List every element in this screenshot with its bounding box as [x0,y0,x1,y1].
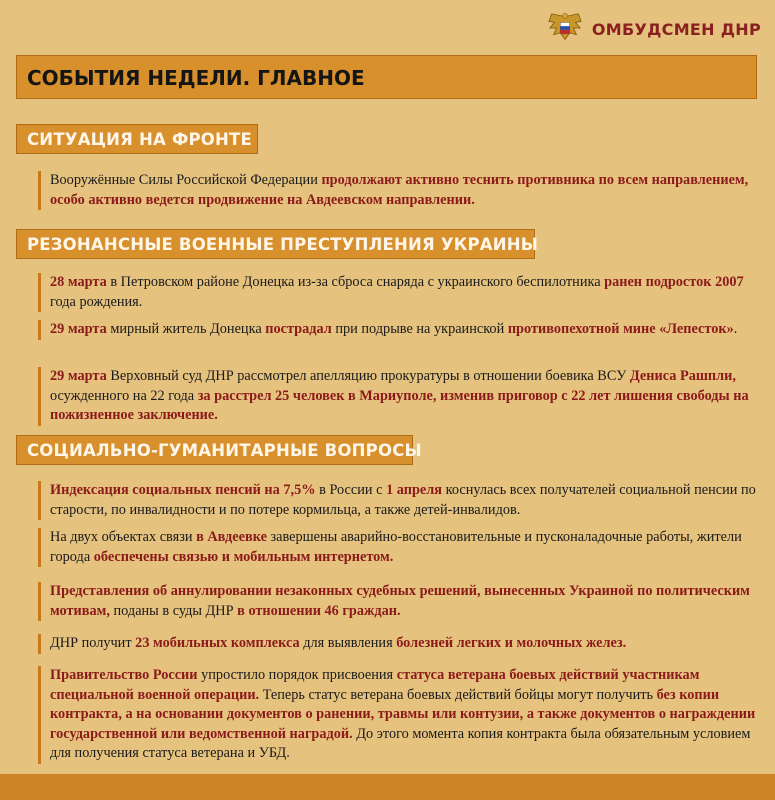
news-item-social-5 [38,666,758,764]
news-highlight: Индексация социальных пенсий на 7,5% [50,482,316,498]
news-text: мирный житель Донецка [106,321,266,337]
news-highlight: без копии контракта, а на основании документов о ранении, травмы или контузии, а также документов о награждении государственной или ведомственной наградой. [50,686,756,742]
news-highlight: 29 марта [50,321,107,337]
footer-bar [0,774,775,800]
news-text: завершены аварийно-восстановительные и пусконаладочные работы, жители города [50,529,742,565]
news-item-crime-1 [38,273,758,312]
news-text: На двух объектах связи [50,529,197,545]
news-item-social-2 [38,528,758,567]
news-item-social-1 [38,481,758,520]
news-text: в России с [315,482,387,498]
news-highlight: 28 марта [50,274,107,290]
news-highlight: Представления об аннулировании незаконных судебных решений, вынесенных Украиной по политическим мотивам, [50,583,750,619]
news-text: при подрыве на украинской [331,321,508,337]
news-item-social-4 [38,634,758,654]
news-text: упростило порядок присвоения [197,667,397,683]
section-title-front: СИТУАЦИЯ НА ФРОНТЕ [16,124,258,154]
news-highlight: статуса ветерана боевых действий участникам специальной военной операции. [50,667,700,703]
news-highlight: болезней легких и молочных желез. [396,635,627,651]
news-text: До этого момента копия контракта была обязательным условием для получения статуса ветерана и УБД. [50,725,751,762]
news-highlight: Дениса Рашпли, [629,368,736,384]
news-highlight: обеспечены связью и мобильным интернетом. [93,548,394,565]
news-text: для выявления [299,635,397,651]
news-text: ДНР получит [50,635,136,651]
news-text: года рождения. [50,293,143,310]
section-title-crimes: РЕЗОНАНСНЫЕ ВОЕННЫЕ ПРЕСТУПЛЕНИЯ УКРАИНЫ [16,229,535,259]
news-highlight: противопехотной мине «Лепесток» [507,321,734,337]
news-text: осужденного на 22 года [50,387,198,404]
news-highlight: продолжают активно теснить противника по всем направлением, особо активно ведется продвижение на Авдеевском направлении. [50,172,749,208]
page-title: СОБЫТИЯ НЕДЕЛИ. ГЛАВНОЕ [16,55,757,99]
news-highlight: в Авдеевке [196,529,267,545]
news-highlight: ранен подросток 2007 [604,274,744,290]
news-text: Верховный суд ДНР рассмотрел апелляцию прокуратуры в отношении боевика ВСУ [106,368,630,384]
news-highlight: 23 мобильных комплекса [135,635,300,651]
news-highlight: 1 апреля [386,482,443,498]
news-item-front-1 [38,171,758,210]
news-text: коснулась всех получателей социальной пенсии по старости, по инвалидности и по потере кормильца, а также детей-инвалидов. [50,482,756,518]
news-text: поданы в суды ДНР [109,602,238,619]
news-highlight: 29 марта [50,368,107,384]
news-highlight: за расстрел 25 человек в Мариуполе, изменив приговор с 22 лет лишения свободы на пожизненное заключение. [50,387,749,424]
news-highlight: пострадал [265,321,332,337]
news-item-social-3 [38,582,758,621]
news-text: Теперь статус ветерана боевых действий бойцы могут получить [259,686,657,703]
news-text: в Петровском районе Донецка из-за сброса снаряда с украинского беспилотника [106,274,605,290]
news-item-crime-3 [38,367,758,426]
news-text: Вооружённые Силы Российской Федерации [50,172,322,188]
news-text: . [733,321,738,337]
news-highlight: в отношении 46 граждан. [237,602,401,619]
eagle-emblem-icon [546,10,584,48]
header-logo [546,10,761,48]
logo-text: ОМБУДСМЕН ДНР [591,19,761,39]
news-item-crime-2 [38,320,758,340]
section-title-social: СОЦИАЛЬНО-ГУМАНИТАРНЫЕ ВОПРОСЫ [16,435,413,465]
news-highlight: Правительство России [50,667,198,683]
